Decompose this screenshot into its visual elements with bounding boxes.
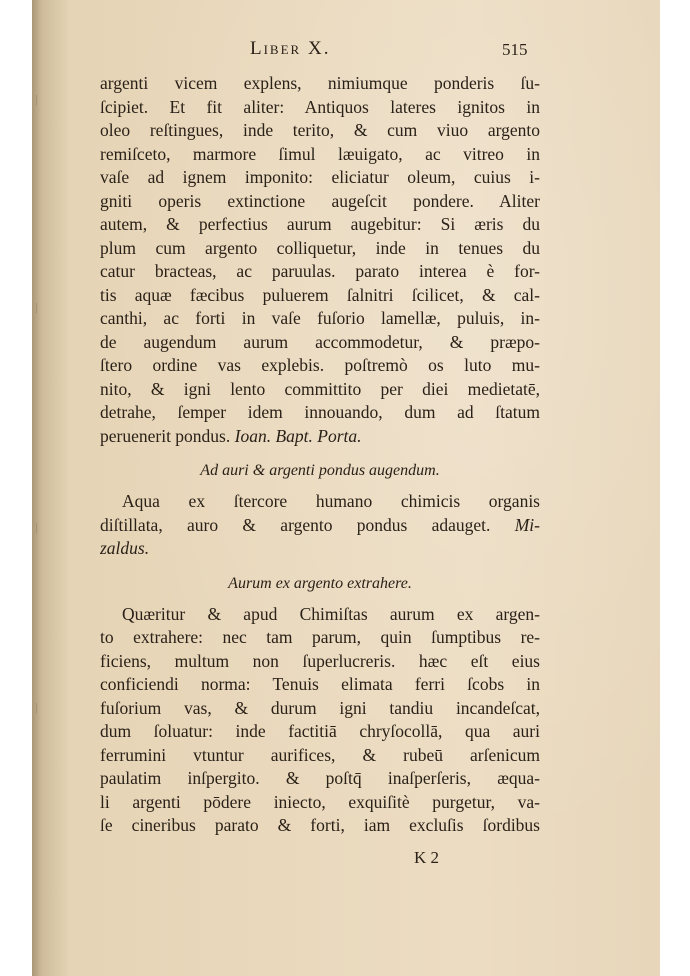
text-line: canthi, ac forti in vaſe fuſorio lamellæ, puluis, in- [100,308,540,328]
text-line: Aqua ex ſtercore humano chimicis organis [122,491,540,511]
signature-mark: K 2 [414,848,440,867]
text-line: vaſe ad ignem imponito: eliciatur oleum, cuius i- [100,167,540,187]
section-heading: Aurum ex argento extrahere. [228,574,412,592]
text-line: ficiens, multum non ſuperlucreris. hæc eſt eius [100,650,540,671]
text-line: argenti vicem explens, nimiumque ponderis ſu- [100,73,540,93]
text-line: conficiendi norma: Tenuis elimata ferri ſcobs in [100,674,540,694]
paragraph [100,603,540,838]
text-line: nito, & igni lento committito per diei medietatē, [100,378,540,399]
text-line [100,514,540,538]
paragraph [100,490,540,561]
text-line: li argenti pōdere iniecto, exquiſitè purgetur, va- [100,791,540,812]
text-line: dum ſoluatur: inde factitiā chryſocollā, qua auri [100,721,540,741]
text-line: fuſorium vas, & durum igni tandiu incandeſcat, [100,697,540,718]
text-fragment: peruenerit pondus. [100,425,231,446]
bleed-through-mark: | [36,520,38,534]
text-line [100,425,540,449]
page-header [100,38,540,62]
citation: Mi- [514,514,540,535]
text-line: ſe cineribus parato & forti, iam excluſis ſordibus [100,815,540,835]
bleed-through-mark: | [36,700,38,714]
text-line: ſcipiet. Et fit aliter: Antiquos lateres ignitos in [100,96,540,117]
text-line: ſtero ordine vas explebis. poſtremò os luto mu- [100,355,540,375]
text-line: detrahe, ſemper idem innouando, dum ad ſtatum [100,402,540,422]
bleed-through-mark: | [36,92,38,106]
section-heading: Ad auri & argenti pondus augendum. [200,462,440,479]
text-line: catur bracteas, ac paruulas. parato interea è for- [100,261,540,281]
text-line: to extrahere: nec tam parum, quin ſumptibus re- [100,627,540,647]
body-text [100,72,540,838]
text-line: Quæritur & apud Chimiſtas aurum ex argen- [122,603,540,624]
text-line: oleo reſtingues, inde terito, & cum viuo argento [100,120,540,140]
text-fragment: diſtillata, auro & argento pondus adauget. [100,514,491,535]
citation: zaldus. [100,538,150,558]
text-line: remiſceto, marmore ſimul læuigato, ac vitreo in [100,143,540,164]
paragraph [100,72,540,448]
text-line [100,537,540,561]
citation: Ioan. Bapt. Porta. [234,425,362,446]
text-line: de augendum aurum accommodetur, & præpo- [100,331,540,352]
scan-margin [0,0,32,976]
text-line: paulatim inſpergito. & poſtq̄ inaſperſeris, æqua- [100,768,540,788]
text-line: tis aquæ fæcibus puluerem ſalnitri ſcilicet, & cal- [100,284,540,305]
running-title: Liber X. [250,38,331,59]
text-line: ferrumini vtuntur aurifices, & rubeū arſenicum [100,744,540,765]
text-line: gniti operis extinctione augeſcit pondere. Aliter [100,190,540,211]
bleed-through-mark: | [36,300,38,314]
text-line: plum cum argento colliquetur, inde in tenues du [100,237,540,258]
page-number: 515 [502,40,528,59]
text-line: autem, & perfectius aurum augebitur: Si æris du [100,214,540,234]
